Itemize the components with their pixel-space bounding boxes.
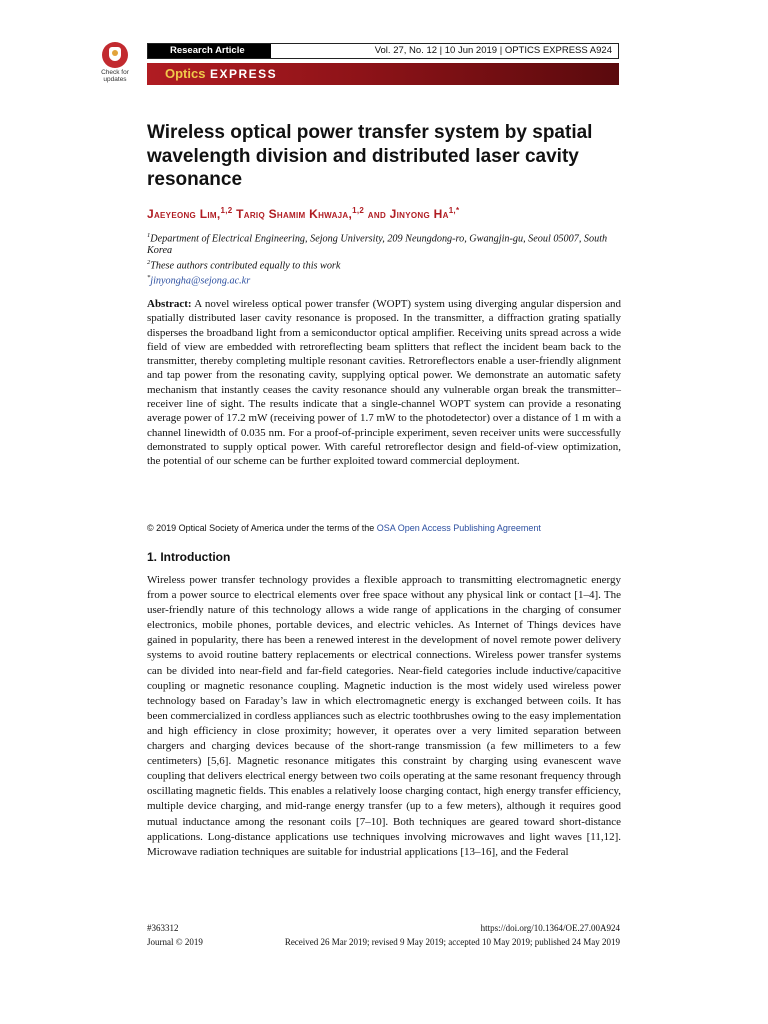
affiliation-line bbox=[147, 272, 617, 287]
check-for-updates-label: Check for updates bbox=[101, 69, 129, 83]
bookmark-icon bbox=[102, 42, 128, 68]
corresponding-email-link[interactable]: jinyongha@sejong.ac.kr bbox=[150, 275, 251, 287]
abstract-text: A novel wireless optical power transfer (WOPT) system using diverging angular dispersion and spatially distributed laser cavity resonance is proposed. In the transmitter, a diffraction grating spatially disperses the broadband light from a semiconductor optical amplifier. Receiving units spread across a wide field of view are embedded with retroreflecting beam splitters that reflect the incident beam back to the transmitter, thereby completing multiple resonant cavities. Retroreflectors enable a user-friendly alignment and tap power from the resonating cavity, supplying optical power. We demonstrate an automatic safety mechanism that instantly ceases the cavity resonance should any vulnerable organ break the transmitter–receiver line of sight. The results indicate that a single-channel WOPT system can provide a resonating average power of 17.2 mW (receiving power of 1.7 mW to the photodetector) over a distance of 1 m with a channel linewidth of 0.035 nm. For a proof-of-principle experiment, seven receiver units were successfully demonstrated to supply optical power. With careful retroreflector design and field-of-view optimization, the potential of our scheme can be further exploited toward commercial deployment. bbox=[147, 298, 621, 468]
doi-link[interactable]: https://doi.org/10.1364/OE.27.00A924 bbox=[480, 923, 620, 933]
manuscript-id: #363312 bbox=[147, 923, 179, 933]
license-statement bbox=[147, 523, 621, 533]
affiliation-line bbox=[147, 230, 617, 257]
abstract bbox=[147, 297, 621, 469]
affiliation-marker: 2 bbox=[147, 258, 151, 266]
author-superscript: 1,2 bbox=[352, 206, 365, 215]
journal-name-optics: Optics bbox=[165, 66, 206, 81]
check-for-updates-badge[interactable] bbox=[92, 42, 138, 90]
publication-dates: Received 26 Mar 2019; revised 9 May 2019; accepted 10 May 2019; published 24 May 2019 bbox=[284, 937, 620, 947]
journal-name-express: EXPRESS bbox=[210, 67, 278, 81]
volume-info: Vol. 27, No. 12 | 10 Jun 2019 | OPTICS EXPRESS A924 bbox=[374, 45, 612, 56]
author-list bbox=[147, 206, 617, 221]
author-name: Jinyong Ha bbox=[389, 207, 449, 221]
author-superscript: 1,2 bbox=[220, 206, 233, 215]
author-superscript: 1,* bbox=[448, 206, 460, 215]
journal-copyright: Journal © 2019 bbox=[147, 937, 203, 947]
license-text: © 2019 Optical Society of America under the terms of the bbox=[147, 523, 377, 533]
affiliation-department: Department of Electrical Engineering, Sejong University, 209 Neungdong-ro, Gwangjin-gu, Seoul 05007, South Korea bbox=[147, 233, 608, 257]
affiliations bbox=[147, 230, 617, 287]
author-name: Jaeyeong Lim, bbox=[147, 207, 221, 221]
license-link[interactable]: OSA Open Access Publishing Agreement bbox=[376, 523, 541, 533]
section-heading: 1. Introduction bbox=[147, 550, 231, 564]
affiliation-line bbox=[147, 257, 617, 272]
introduction-paragraph: Wireless power transfer technology provides a flexible approach to transmitting electromagnetic energy from a power source to electrical elements over free space without any physical link or contact [1–4]. The user-friendly nature of this technology allows a wide range of applications in the charging of consumer electronics, mobile phones, portable devices, and electric vehicles. As Internet of Things devices have gained in popularity, there has been a renewed interest in the development of novel remote power delivery systems to avoid routine battery replacements or electrical connections. Wireless power transfer systems can be divided into near-field and far-field categories. Near-field categories include inductive/capacitive coupling or magnetic resonance coupling. Magnetic induction is the most widely used wireless power technology based on Faraday’s law in which electromagnetic energy is exchanged between coils. It has been commercialized in cordless appliances such as electric toothbrushes owing to the easy implementation and high efficiency in close proximity; however, it operates over a very limited separation between chargers and charging devices because of the short-range transmission (a few millimeters to a few centimeters) [5,6]. Magnetic resonance mitigates this constraint by charging using evanescent wave coupling that delivers electrical energy between two coils operating at the same resonant frequency through oscillating magnetic fields. This enables a relatively loose charging contact, high energy transfer efficiency, multiple device charging, and mid-range energy transfer (up to a few meters), although it requires good mutual inductance among the resonant coils [7–10]. Both techniques are geared toward short-distance applications. Long-distance applications use techniques involving microwaves and light waves [11,12]. Microwave radiation techniques are suitable for industrial applications [13–16], and the Federal bbox=[147, 574, 621, 858]
author-name: Tariq Shamim Khwaja, bbox=[232, 207, 353, 221]
abstract-label: Abstract: bbox=[147, 298, 192, 310]
author-conjunction: and bbox=[364, 207, 390, 221]
article-title: Wireless optical power transfer system by spatial wavelength division and distributed laser cavity resonance bbox=[147, 122, 593, 190]
journal-banner bbox=[147, 63, 619, 85]
affiliation-marker: * bbox=[147, 274, 151, 282]
equal-contribution-note: These authors contributed equally to this work bbox=[150, 260, 341, 272]
affiliation-marker: 1 bbox=[147, 232, 151, 239]
article-type-label: Research Article bbox=[148, 44, 271, 58]
header-bar bbox=[147, 43, 619, 59]
